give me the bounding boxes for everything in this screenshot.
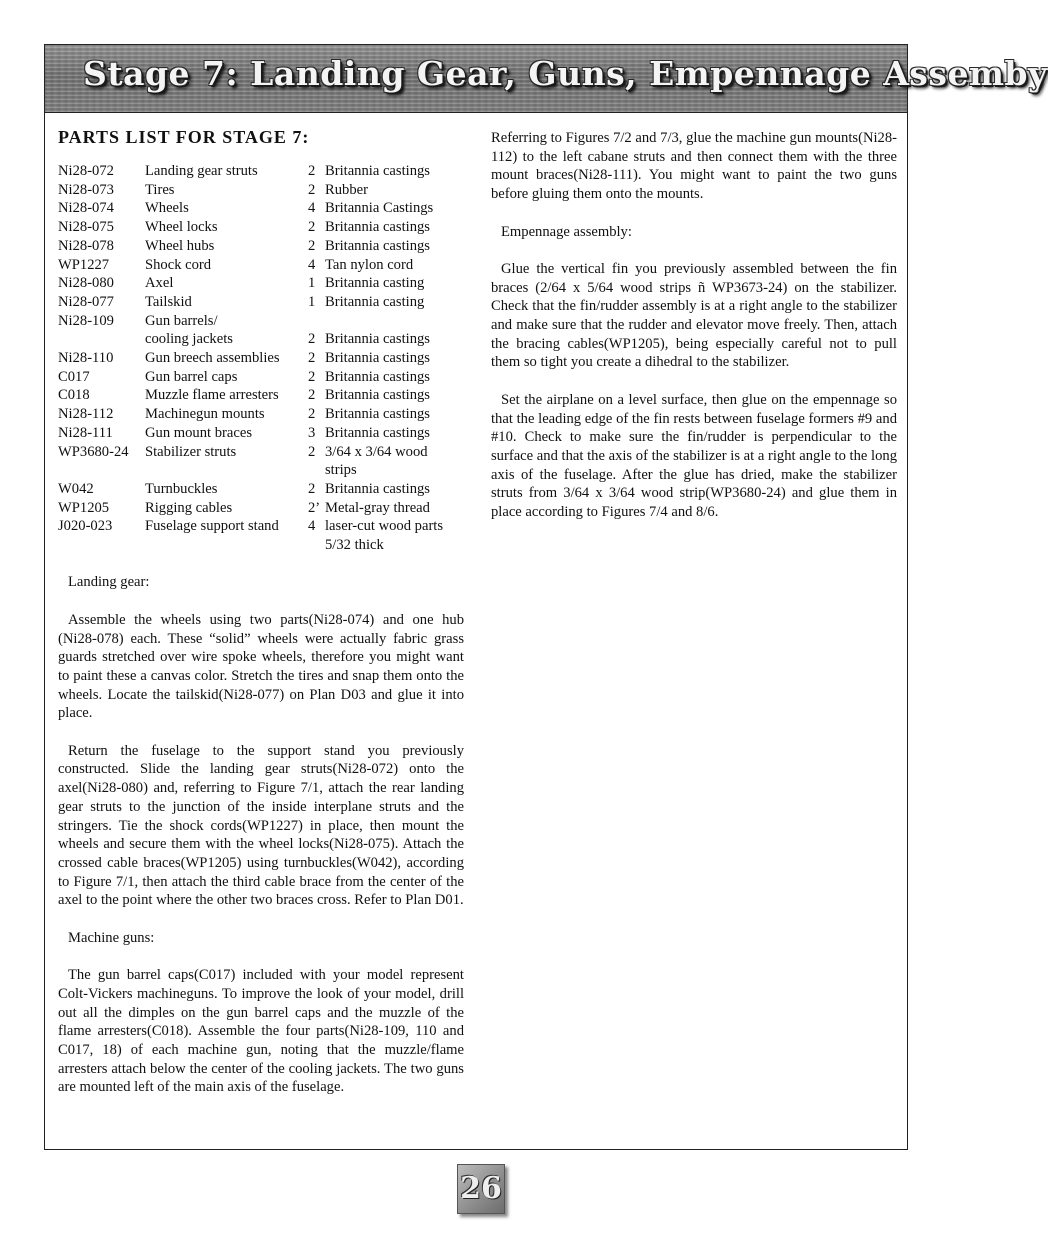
- part-material: Tan nylon cord: [325, 256, 414, 273]
- empennage-paragraph-2: Set the airplane on a level surface, then glue on the empennage so that the leading edge of the fin rests between fuselage formers #9 and #10. Check to make sure the fin/rudder is perpendicular to the surface and that the axis of the stabilizer is at a right angle to the long axis of the fuselage. After the glue has dried, make the stabilizer struts from 3/64 x 3/64 wood strip(WP3680-24) and glue them in place according to Figures 7/4 and 8/6.: [491, 391, 897, 521]
- part-material: [325, 312, 464, 331]
- part-name: [145, 461, 308, 480]
- parts-row: [58, 237, 464, 256]
- parts-row: [58, 274, 464, 293]
- page-title: Stage 7: Landing Gear, Guns, Empennage Assemby: [83, 54, 1048, 93]
- part-code: W042: [58, 480, 94, 497]
- part-name: Axel: [145, 275, 174, 292]
- part-code: WP1227: [58, 256, 110, 273]
- part-name: Gun mount braces: [145, 424, 252, 441]
- part-quantity: 2: [308, 387, 316, 404]
- parts-row: [58, 424, 464, 443]
- part-material: Britannia castings: [325, 368, 430, 385]
- part-material: Britannia castings: [325, 331, 430, 348]
- part-name: Gun barrel caps: [145, 368, 238, 385]
- part-code: [58, 461, 145, 480]
- part-code: Ni28-078: [58, 237, 114, 254]
- parts-row: [58, 461, 464, 480]
- part-quantity: 2: [308, 350, 316, 367]
- part-material: Britannia casting: [325, 275, 425, 292]
- part-material: 5/32 thick: [325, 537, 384, 554]
- part-name: Wheel locks: [145, 219, 218, 236]
- parts-row: [58, 312, 464, 331]
- part-code: Ni28-077: [58, 293, 114, 310]
- parts-row: [58, 443, 464, 462]
- machine-guns-paragraph-2: Referring to Figures 7/2 and 7/3, glue the machine gun mounts(Ni28-112) to the left cabane struts and then connect them with the three mount braces(Ni28-111). You might want to paint the two guns before gluing them onto the mounts.: [491, 130, 897, 203]
- part-quantity: 2: [308, 163, 316, 179]
- part-quantity: [308, 536, 325, 555]
- landing-gear-paragraph-2: Return the fuselage to the support stand you previously constructed. Slide the landing gear struts(Ni28-072) onto the axel(Ni28-080) and, referring to Figure 7/1, attach the rear landing gear struts to the junction of the inside interplane struts and the stringers. Tie the shock cords(WP1227) in place, then mount the wheels and secure them with the wheel locks(Ni28-075). Attach the crossed cable braces(WP1205) using turnbuckles(W042), according to Figure 7/1, then attach the third cable brace from the center of the axel to the point where the other two braces cross. Refer to Plan D01.: [58, 742, 464, 909]
- part-name: cooling jackets: [145, 331, 233, 348]
- part-name: Stabilizer struts: [145, 443, 237, 460]
- part-quantity: 2: [308, 219, 316, 236]
- parts-row: [58, 480, 464, 499]
- part-code: Ni28-109: [58, 312, 114, 329]
- parts-table: [58, 162, 464, 555]
- part-name: Landing gear struts: [145, 163, 258, 179]
- part-code: Ni28-075: [58, 219, 114, 236]
- part-quantity: 4: [308, 200, 316, 217]
- part-quantity: [308, 461, 325, 480]
- parts-row: [58, 499, 464, 518]
- right-column: [491, 129, 897, 522]
- parts-row: [58, 349, 464, 368]
- parts-row: [58, 368, 464, 387]
- part-code: Ni28-073: [58, 181, 114, 198]
- part-material: Britannia Castings: [325, 200, 434, 217]
- part-quantity: 2: [308, 406, 316, 423]
- part-material: Britannia castings: [325, 424, 430, 441]
- parts-row: [58, 517, 464, 536]
- parts-row: [58, 218, 464, 237]
- part-material: Britannia casting: [325, 293, 425, 310]
- part-quantity: 2: [308, 331, 316, 348]
- part-code: J020-023: [58, 518, 113, 535]
- part-code: Ni28-072: [58, 163, 114, 179]
- part-name: Shock cord: [145, 256, 212, 273]
- part-name: Machinegun mounts: [145, 406, 265, 423]
- parts-row: [58, 536, 464, 555]
- part-code: Ni28-080: [58, 275, 114, 292]
- part-material: strips: [325, 462, 357, 479]
- part-material: Britannia castings: [325, 350, 430, 367]
- part-quantity: 2: [308, 480, 316, 497]
- part-quantity: 2: [308, 181, 316, 198]
- part-quantity: 2: [308, 237, 316, 254]
- part-material: Britannia castings: [325, 237, 430, 254]
- part-name: Tailskid: [145, 293, 192, 310]
- part-quantity: 4: [308, 518, 316, 535]
- part-quantity: 2: [308, 443, 316, 460]
- part-code: Ni28-111: [58, 424, 113, 441]
- part-code: WP1205: [58, 499, 110, 516]
- part-material: Britannia castings: [325, 406, 430, 423]
- part-code: [58, 536, 145, 555]
- part-name: Fuselage support stand: [145, 518, 279, 535]
- part-code: Ni28-110: [58, 350, 114, 367]
- empennage-heading: Empennage assembly:: [501, 223, 632, 240]
- part-quantity: 2’: [308, 499, 321, 516]
- part-quantity: 1: [308, 275, 316, 292]
- part-quantity: 4: [308, 256, 316, 273]
- parts-row: [58, 181, 464, 200]
- part-name: Muzzle flame arresters: [145, 387, 279, 404]
- part-name: [145, 536, 308, 555]
- part-name: Wheels: [145, 200, 189, 217]
- part-quantity: 3: [308, 424, 316, 441]
- parts-row: [58, 162, 464, 181]
- machine-guns-heading: Machine guns:: [68, 929, 155, 946]
- parts-row: [58, 386, 464, 405]
- part-material: Rubber: [325, 181, 368, 198]
- part-code: Ni28-074: [58, 200, 114, 217]
- landing-gear-heading: Landing gear:: [68, 574, 150, 591]
- parts-row: [58, 293, 464, 312]
- part-material: Britannia castings: [325, 163, 430, 179]
- part-material: Britannia castings: [325, 480, 430, 497]
- title-banner: [45, 45, 1048, 113]
- part-name: Rigging cables: [145, 499, 233, 516]
- page-number: 26: [457, 1164, 505, 1214]
- machine-guns-paragraph-1: The gun barrel caps(C017) included with your model represent Colt-Vickers machineguns. To improve the look of your model, drill out all the dimples on the gun barrel caps and the muzzle of the flame arresters(C018). Assemble the four parts(Ni28-109, 110 and C017, 18) of each machine gun, noting that the muzzle/flame arresters attach below the center of the cooling jackets. The two guns are mounted left of the main axis of the fuselage.: [58, 967, 464, 1096]
- page-frame: [44, 44, 1048, 1150]
- landing-gear-paragraph-1: Assemble the wheels using two parts(Ni28-074) and one hub (Ni28-078) each. These “solid” wheels were actually fabric grass guards stretched over wire spoke wheels, therefore you might want to paint these a canvas color. Stretch the tires and snap them onto the wheels. Locate the tailskid(Ni28-077) on Plan D03 and glue it into place.: [58, 611, 464, 722]
- part-quantity: [308, 312, 325, 331]
- part-code: C017: [58, 368, 90, 385]
- part-code: WP3680-24: [58, 443, 129, 460]
- parts-row: [58, 405, 464, 424]
- parts-row: [58, 330, 464, 349]
- part-material: Britannia castings: [325, 387, 430, 404]
- part-code: [58, 330, 145, 349]
- part-name: Wheel hubs: [145, 237, 215, 254]
- part-quantity: 1: [308, 293, 316, 310]
- part-code: Ni28-112: [58, 406, 114, 423]
- part-name: Gun barrels/: [145, 312, 218, 329]
- parts-row: [58, 256, 464, 275]
- part-name: Turnbuckles: [145, 480, 218, 497]
- part-code: C018: [58, 387, 90, 404]
- empennage-paragraph-1: Glue the vertical fin you previously assembled between the fin braces (2/64 x 5/64 wood strips ñ WP3673-24) on the stabilizer. Check that the fin/rudder assembly is at a right angle to the stabilizer and make sure that the rudder and elevator move freely. Then, attach the bracing cables(WP1205), being especially careful not to pull them so tight you create a dihedral to the stabilizer.: [491, 260, 897, 371]
- part-material: Metal-gray thread: [325, 499, 430, 516]
- part-quantity: 2: [308, 368, 316, 385]
- part-material: Britannia castings: [325, 219, 430, 236]
- left-column: [58, 127, 464, 1097]
- parts-list-heading: PARTS LIST FOR STAGE 7:: [58, 127, 310, 147]
- part-material: laser-cut wood parts: [325, 518, 444, 535]
- part-name: Tires: [145, 181, 175, 198]
- parts-row: [58, 199, 464, 218]
- part-name: Gun breech assemblies: [145, 350, 280, 367]
- part-material: 3/64 x 3/64 wood: [325, 443, 428, 460]
